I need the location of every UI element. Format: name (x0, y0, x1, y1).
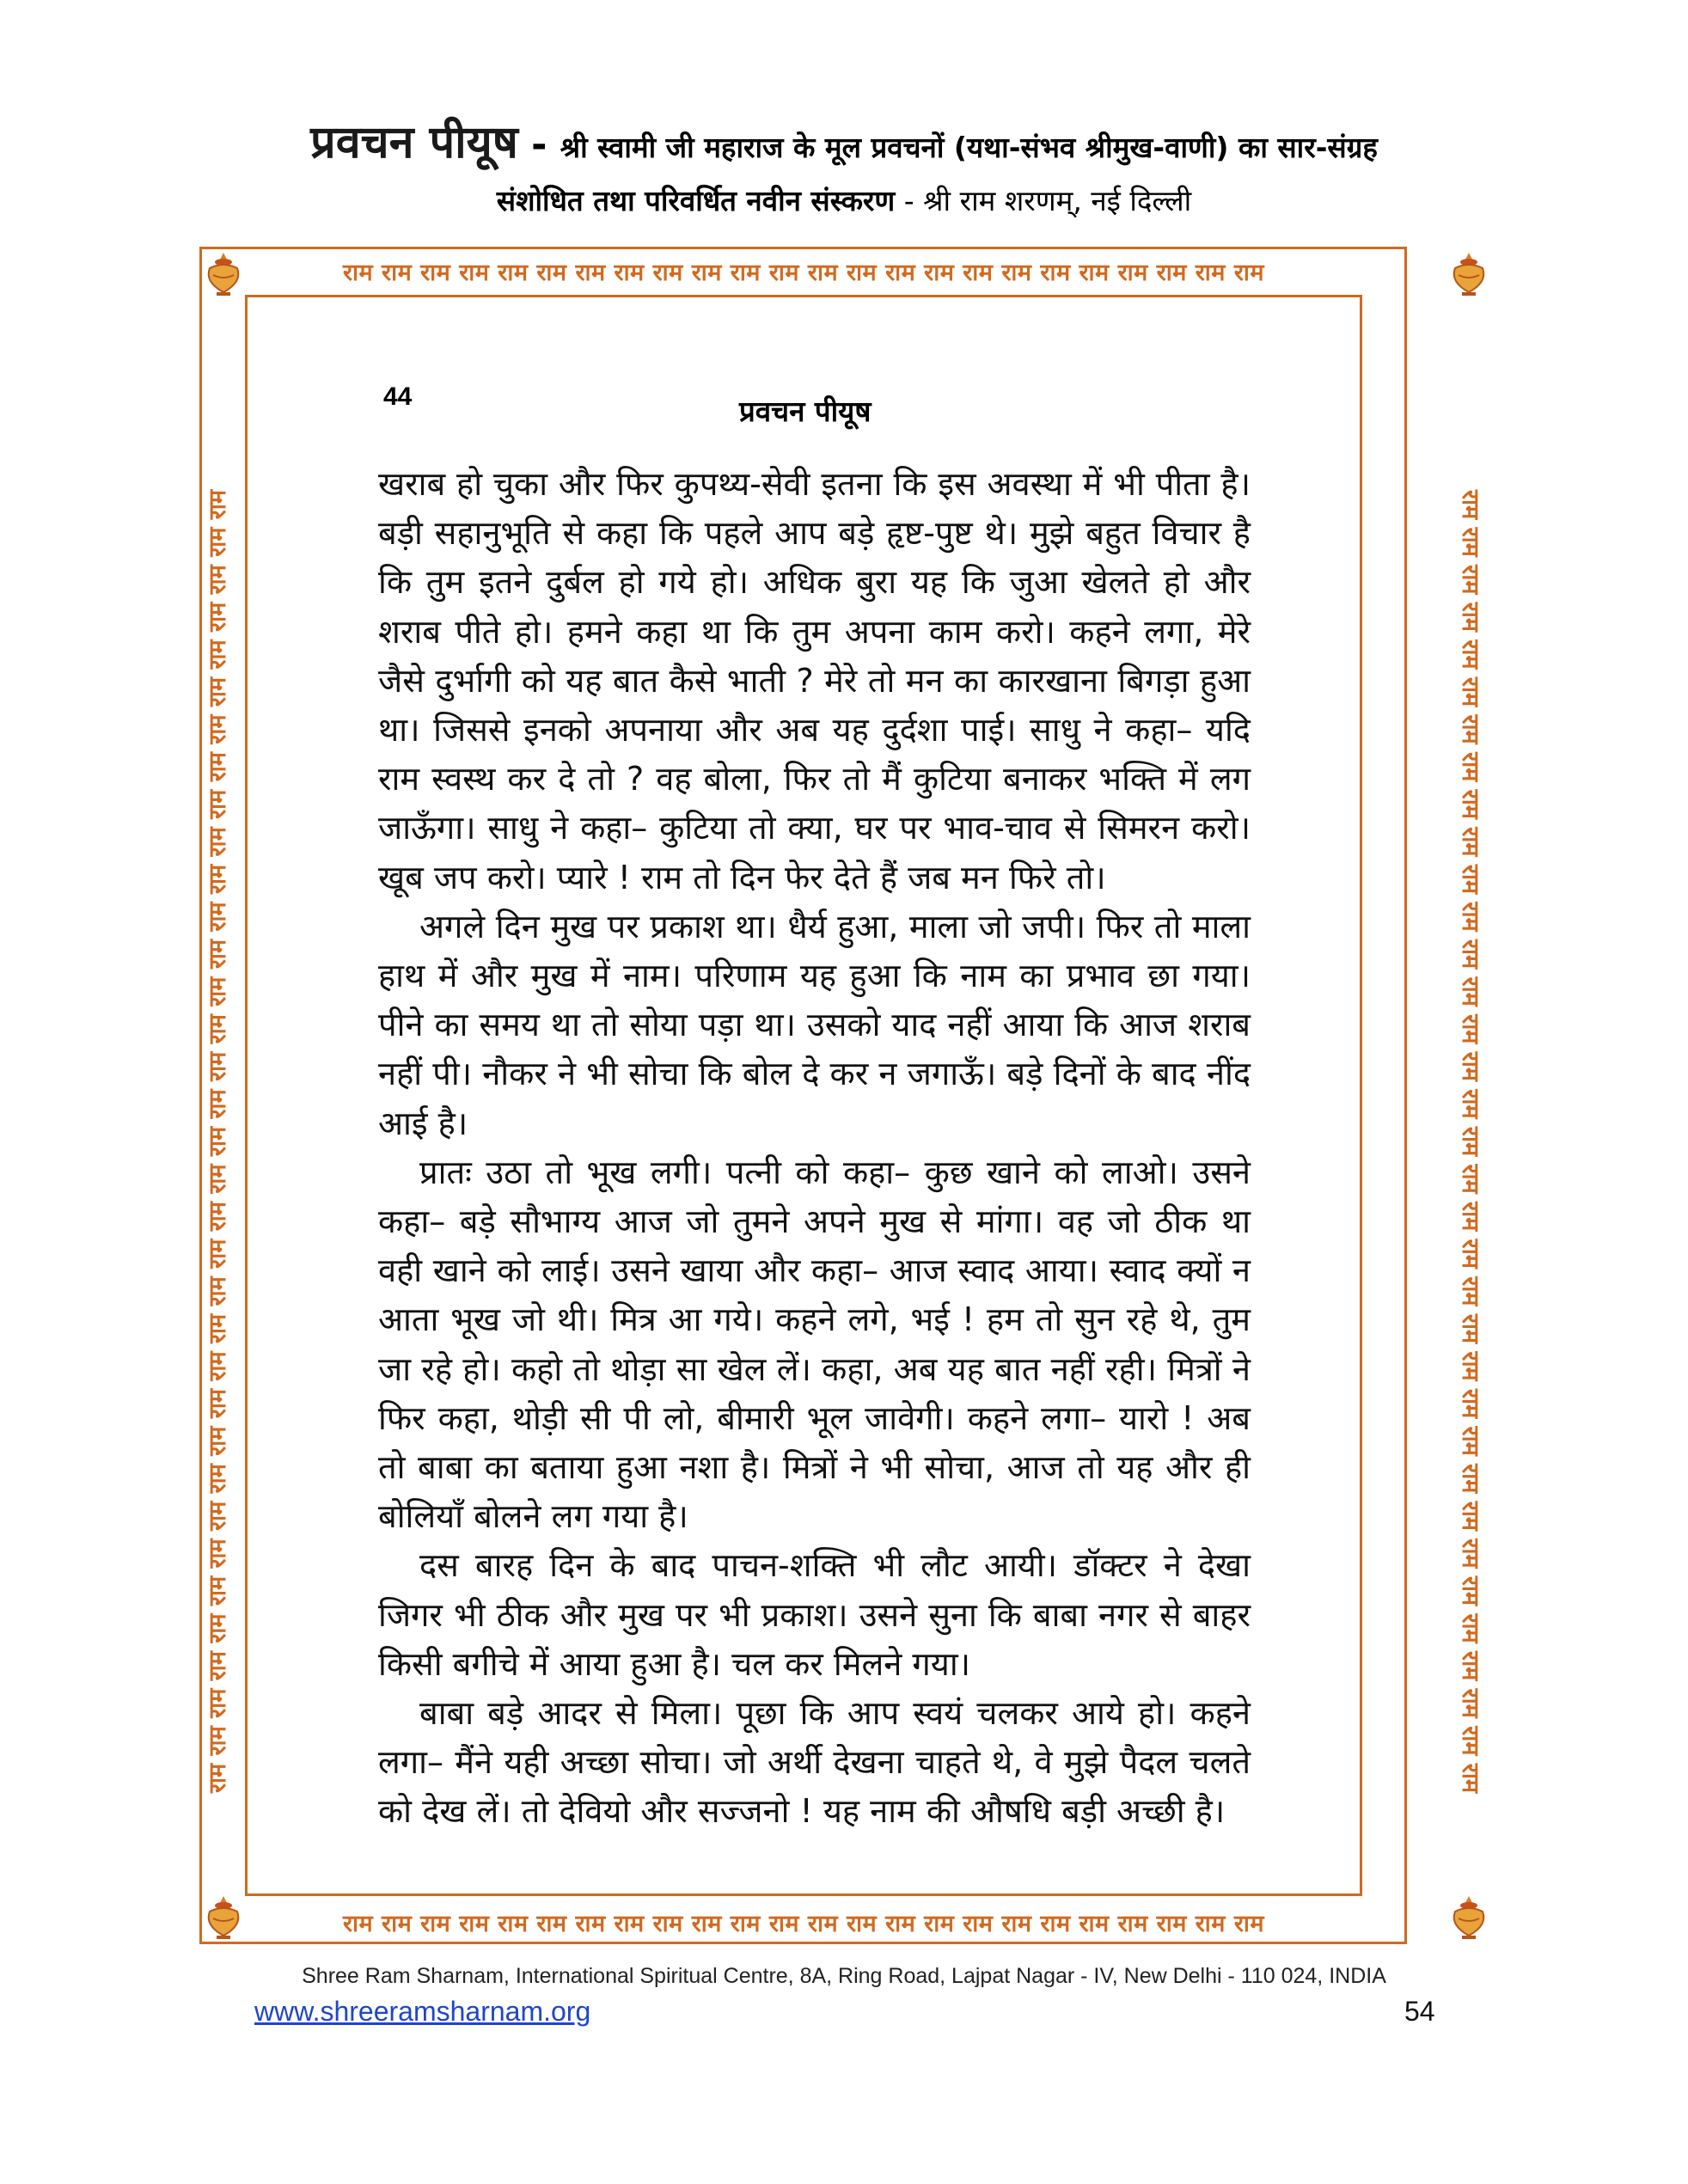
header-title-main: प्रवचन पीयूष (310, 117, 518, 168)
footer-page-number: 54 (1404, 1996, 1435, 2027)
footer-website-link[interactable]: www.shreeramsharnam.org (254, 1996, 591, 2027)
paragraph: अगले दिन मुख पर प्रकाश था। धैर्य हुआ, माला जो जपी। फिर तो माला हाथ में और मुख में नाम। परिणाम यह हुआ कि नाम का प्रभाव छा गया। पीने का समय था तो सोया पड़ा था। उसको याद नहीं आया कि आज शराब नहीं पी। नौकर ने भी सोचा कि बोल दे कर न जगाऊँ। बड़े दिनों के बाद नींद आई है। (378, 907, 1251, 1142)
book-page-title: प्रवचन पीयूष (739, 395, 872, 428)
ram-border-bottom: राम राम राम राम राम राम राम राम राम राम राम राम राम राम राम राम राम राम राम राम राम राम राम राम (342, 1911, 1265, 1937)
ram-border-right: राम राम राम राम राम राम राम राम राम राम राम राम राम राम राम राम राम राम राम राम राम राम राम राम राम राम राम राम राम राम राम राम राम राम राम (1457, 490, 1483, 1793)
header-edition-rest: - श्री राम शरणम्, नई दिल्ली (895, 184, 1192, 217)
footer-address: Shree Ram Sharnam, International Spiritual Centre, 8A, Ring Road, Lajpat Nagar - IV, New Delhi - 110 024, INDIA (302, 1964, 1386, 1988)
book-page-body (378, 460, 1251, 1837)
header-edition-bold: संशोधित तथा परिवर्धित नवीन संस्करण (496, 184, 896, 217)
kalash-icon (199, 1893, 248, 1941)
book-page-number: 44 (383, 382, 413, 411)
ram-border-left: राम राम राम राम राम राम राम राम राम राम राम राम राम राम राम राम राम राम राम राम राम राम राम राम राम राम राम राम राम राम राम राम राम राम राम (205, 490, 231, 1793)
paragraph: खराब हो चुका और फिर कुपथ्य-सेवी इतना कि इस अवस्था में भी पीता है। बड़ी सहानुभूति से कहा कि पहले आप बड़े हृष्ट-पुष्ट थे। मुझे बहुत विचार है कि तुम इतने दुर्बल हो गये हो। अधिक बुरा यह कि जुआ खेलते हो और शराब पीते हो। हमने कहा था कि तुम अपना काम करो। कहने लगा, मेरे जैसे दुर्भागी को यह बात कैसे भाती ? मेरे तो मन का कारखाना बिगड़ा हुआ था। जिससे इनको अपनाया और अब यह दुर्दशा पाई। साधु ने कहा– यदि राम स्वस्थ कर दे तो ? वह बोला, फिर तो मैं कुटिया बनाकर भक्ति में लग जाऊँगा। साधु ने कहा– कुटिया तो क्या, घर पर भाव-चाव से सिमरन करो। खूब जप करो। प्यारे ! राम तो दिन फेर देते हैं जब मन फिरे तो। (378, 465, 1251, 896)
header-title-dash: - (517, 123, 560, 167)
header-title-sub: श्री स्वामी जी महाराज के मूल प्रवचनों (यथा-संभव श्रीमुख-वाणी) का सार-संग्रह (560, 131, 1378, 164)
kalash-icon (199, 249, 248, 297)
paragraph: प्रातः उठा तो भूख लगी। पत्नी को कहा– कुछ खाने को लाओ। उसने कहा– बड़े सौभाग्य आज जो तुमने अपने मुख से मांगा। वह जो ठीक था वही खाने को लाई। उसने खाया और कहा– आज स्वाद आया। स्वाद क्यों न आता भूख जो थी। मित्र आ गये। कहने लगे, भई ! हम तो सुन रहे थे, तुम जा रहे हो। कहो तो थोड़ा सा खेल लें। कहा, अब यह बात नहीं रही। मित्रों ने फिर कहा, थोड़ी सी पी लो, बीमारी भूल जावेगी। कहने लगा– यारो ! अब तो बाबा का बताया हुआ नशा है। मित्रों ने भी सोचा, आज तो यह और ही बोलियाँ बोलने लग गया है। (378, 1153, 1251, 1536)
kalash-icon (1445, 1893, 1493, 1941)
document-header-title (0, 110, 1688, 171)
paragraph: दस बारह दिन के बाद पाचन-शक्ति भी लौट आयी। डॉक्टर ने देखा जिगर भी ठीक और मुख पर भी प्रकाश। उसने सुना कि बाबा नगर से बाहर किसी बगीचे में आया हुआ है। चल कर मिलने गया। (378, 1546, 1251, 1683)
ram-border-top: राम राम राम राम राम राम राम राम राम राम राम राम राम राम राम राम राम राम राम राम राम राम राम राम (342, 260, 1265, 286)
kalash-icon (1445, 249, 1493, 297)
document-header-edition (0, 180, 1688, 219)
paragraph: बाबा बड़े आदर से मिला। पूछा कि आप स्वयं चलकर आये हो। कहने लगा– मैंने यही अच्छा सोचा। जो अर्थी देखना चाहते थे, वे मुझे पैदल चलते को देख लें। तो देवियो और सज्जनो ! यह नाम की औषधि बड़ी अच्छी है। (378, 1694, 1251, 1831)
